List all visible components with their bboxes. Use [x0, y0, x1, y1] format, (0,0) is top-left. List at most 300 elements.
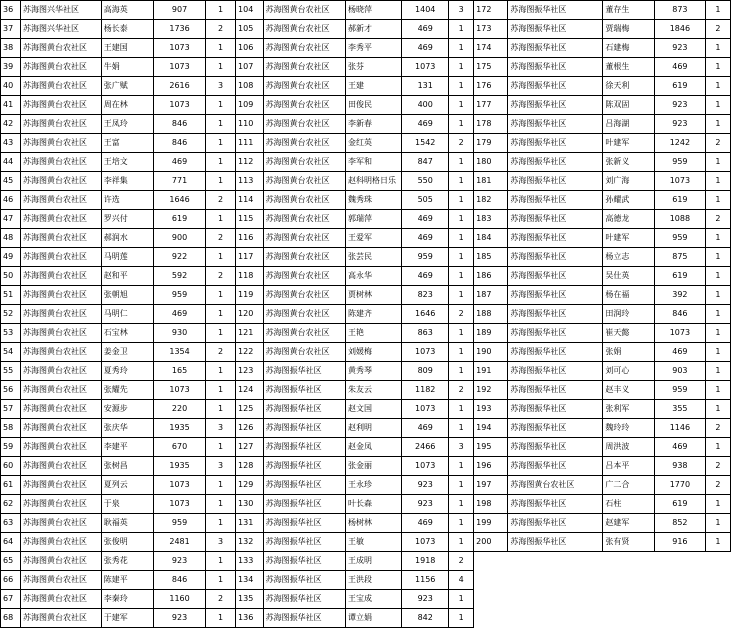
table-cell[interactable]: 苏海图黄台农社区 [21, 115, 102, 134]
table-cell[interactable]: 1354 [154, 343, 206, 362]
table-cell[interactable]: 1 [205, 172, 235, 191]
table-cell[interactable]: 1 [449, 210, 474, 229]
table-cell[interactable]: 469 [402, 210, 449, 229]
table-cell[interactable]: 1 [449, 115, 474, 134]
table-cell[interactable]: 苏海图振华社区 [508, 514, 603, 533]
table-cell[interactable]: 178 [474, 115, 508, 134]
table-cell[interactable]: 469 [402, 20, 449, 39]
table-cell[interactable]: 李军和 [345, 153, 401, 172]
table-cell[interactable]: 苏海图黄台农社区 [21, 39, 102, 58]
table-cell[interactable]: 133 [236, 552, 264, 571]
table-cell[interactable]: 175 [474, 58, 508, 77]
table-cell[interactable]: 张耀先 [101, 381, 153, 400]
table-cell[interactable]: 1 [705, 324, 730, 343]
table-cell[interactable]: 41 [1, 96, 21, 115]
table-cell[interactable]: 苏海图振华社区 [263, 476, 345, 495]
table-cell[interactable]: 108 [236, 77, 264, 96]
table-cell[interactable]: 苏海图黄台农社区 [21, 134, 102, 153]
table-cell[interactable]: 2 [205, 191, 235, 210]
table-cell[interactable]: 张广赋 [101, 77, 153, 96]
table-cell[interactable]: 苏海图黄台农社区 [263, 229, 345, 248]
table-cell[interactable]: 1 [449, 77, 474, 96]
table-cell[interactable]: 182 [474, 191, 508, 210]
table-cell[interactable]: 苏海图振华社区 [508, 324, 603, 343]
table-cell[interactable]: 186 [474, 267, 508, 286]
table-cell[interactable]: 670 [154, 438, 206, 457]
table-cell[interactable]: 1 [449, 419, 474, 438]
table-cell[interactable]: 190 [474, 343, 508, 362]
table-cell[interactable]: 1 [205, 324, 235, 343]
table-cell[interactable]: 469 [154, 153, 206, 172]
table-cell[interactable]: 王培文 [101, 153, 153, 172]
table-cell[interactable]: 苏海图黄台农社区 [508, 476, 603, 495]
table-cell[interactable]: 于泉 [101, 495, 153, 514]
table-cell[interactable]: 938 [654, 457, 705, 476]
table-cell[interactable]: 1073 [154, 381, 206, 400]
table-cell[interactable]: 苏海图黄台农社区 [21, 590, 102, 609]
table-cell[interactable]: 田俊民 [345, 96, 401, 115]
table-cell[interactable]: 2 [705, 20, 730, 39]
table-cell[interactable]: 张娟 [603, 343, 655, 362]
table-cell[interactable]: 1073 [402, 58, 449, 77]
table-cell[interactable]: 2 [205, 590, 235, 609]
table-cell[interactable]: 1073 [402, 400, 449, 419]
table-cell[interactable]: 51 [1, 286, 21, 305]
table-cell[interactable]: 2 [705, 457, 730, 476]
table-cell[interactable]: 苏海图黄台农社区 [21, 571, 102, 590]
table-cell[interactable]: 1 [705, 267, 730, 286]
table-cell[interactable]: 许选 [101, 191, 153, 210]
table-cell[interactable]: 马明仁 [101, 305, 153, 324]
table-cell[interactable]: 苏海图振华社区 [508, 115, 603, 134]
table-cell[interactable]: 苏海图兴华社区 [21, 1, 102, 20]
table-cell[interactable]: 苏海图振华社区 [508, 267, 603, 286]
table-cell[interactable]: 苏海图振华社区 [508, 58, 603, 77]
table-cell[interactable]: 魏玲玲 [603, 419, 655, 438]
table-cell[interactable]: 1073 [154, 58, 206, 77]
table-cell[interactable]: 846 [654, 305, 705, 324]
table-cell[interactable]: 959 [154, 286, 206, 305]
table-cell[interactable]: 苏海图黄台农社区 [263, 191, 345, 210]
table-cell[interactable]: 1 [449, 609, 474, 628]
table-cell[interactable]: 192 [474, 381, 508, 400]
table-cell[interactable]: 崔天懿 [603, 324, 655, 343]
table-cell[interactable]: 40 [1, 77, 21, 96]
table-cell[interactable]: 809 [402, 362, 449, 381]
table-cell[interactable]: 619 [654, 191, 705, 210]
table-cell[interactable]: 3 [205, 77, 235, 96]
table-cell[interactable]: 2 [449, 552, 474, 571]
table-cell[interactable]: 3 [205, 533, 235, 552]
table-cell[interactable]: 张俊明 [101, 533, 153, 552]
table-cell[interactable]: 苏海图振华社区 [508, 457, 603, 476]
table-cell[interactable]: 1 [705, 96, 730, 115]
table-cell[interactable]: 189 [474, 324, 508, 343]
table-cell[interactable]: 2 [205, 229, 235, 248]
table-cell[interactable]: 刘媛梅 [345, 343, 401, 362]
table-cell[interactable]: 苏海图黄台农社区 [263, 210, 345, 229]
table-cell[interactable]: 苏海图黄台农社区 [21, 286, 102, 305]
table-cell[interactable]: 张新义 [603, 153, 655, 172]
table-cell[interactable]: 苏海图黄台农社区 [21, 172, 102, 191]
table-cell[interactable]: 1 [205, 400, 235, 419]
table-cell[interactable]: 930 [154, 324, 206, 343]
table-cell[interactable]: 张有贤 [603, 533, 655, 552]
table-cell[interactable]: 118 [236, 267, 264, 286]
table-cell[interactable]: 苏海图振华社区 [263, 552, 345, 571]
table-cell[interactable]: 469 [402, 514, 449, 533]
table-cell[interactable]: 苏海图振华社区 [263, 438, 345, 457]
table-cell[interactable]: 46 [1, 191, 21, 210]
table-cell[interactable]: 355 [654, 400, 705, 419]
table-cell[interactable]: 苏海图振华社区 [263, 457, 345, 476]
empty-cell[interactable] [654, 552, 705, 571]
table-cell[interactable]: 903 [654, 362, 705, 381]
table-cell[interactable]: 53 [1, 324, 21, 343]
table-cell[interactable]: 苏海图黄台农社区 [21, 381, 102, 400]
table-cell[interactable]: 200 [474, 533, 508, 552]
table-cell[interactable]: 122 [236, 343, 264, 362]
table-cell[interactable]: 苏海图振华社区 [263, 381, 345, 400]
table-cell[interactable]: 赵利明 [345, 419, 401, 438]
table-cell[interactable]: 2 [205, 267, 235, 286]
table-cell[interactable]: 194 [474, 419, 508, 438]
table-cell[interactable]: 592 [154, 267, 206, 286]
table-cell[interactable]: 1 [449, 229, 474, 248]
table-cell[interactable]: 张秀花 [101, 552, 153, 571]
table-cell[interactable]: 苏海图振华社区 [508, 362, 603, 381]
table-cell[interactable]: 185 [474, 248, 508, 267]
table-cell[interactable]: 469 [402, 39, 449, 58]
table-cell[interactable]: 苏海图振华社区 [508, 191, 603, 210]
table-cell[interactable]: 1646 [402, 305, 449, 324]
table-cell[interactable]: 66 [1, 571, 21, 590]
table-cell[interactable]: 68 [1, 609, 21, 628]
table-cell[interactable]: 苏海图振华社区 [263, 514, 345, 533]
empty-cell[interactable] [474, 552, 508, 571]
table-cell[interactable]: 苏海图黄台农社区 [21, 533, 102, 552]
table-cell[interactable]: 苏海图黄台农社区 [21, 609, 102, 628]
table-cell[interactable]: 117 [236, 248, 264, 267]
table-cell[interactable]: 505 [402, 191, 449, 210]
table-cell[interactable]: 1 [205, 134, 235, 153]
table-cell[interactable]: 136 [236, 609, 264, 628]
table-cell[interactable]: 苏海图黄台农社区 [263, 267, 345, 286]
table-cell[interactable]: 50 [1, 267, 21, 286]
table-cell[interactable]: 1156 [402, 571, 449, 590]
table-cell[interactable]: 846 [154, 134, 206, 153]
table-cell[interactable]: 1 [449, 172, 474, 191]
table-cell[interactable]: 1 [705, 229, 730, 248]
table-cell[interactable]: 刘可心 [603, 362, 655, 381]
empty-cell[interactable] [654, 571, 705, 590]
table-cell[interactable]: 杨立志 [603, 248, 655, 267]
table-cell[interactable]: 2 [705, 419, 730, 438]
table-cell[interactable]: 赵金凤 [345, 438, 401, 457]
table-cell[interactable]: 1182 [402, 381, 449, 400]
table-cell[interactable]: 苏海图黄台农社区 [263, 58, 345, 77]
table-cell[interactable]: 耿福英 [101, 514, 153, 533]
table-cell[interactable]: 夏秀玲 [101, 362, 153, 381]
table-cell[interactable]: 131 [236, 514, 264, 533]
empty-cell[interactable] [603, 590, 655, 609]
table-cell[interactable]: 1073 [154, 476, 206, 495]
table-cell[interactable]: 苏海图黄台农社区 [21, 153, 102, 172]
table-cell[interactable]: 苏海图振华社区 [508, 381, 603, 400]
empty-cell[interactable] [603, 552, 655, 571]
table-cell[interactable]: 469 [654, 343, 705, 362]
table-cell[interactable]: 191 [474, 362, 508, 381]
table-cell[interactable]: 36 [1, 1, 21, 20]
table-cell[interactable]: 2466 [402, 438, 449, 457]
table-cell[interactable]: 苏海图黄台农社区 [263, 134, 345, 153]
table-cell[interactable]: 苏海图振华社区 [508, 210, 603, 229]
table-cell[interactable]: 杨树林 [345, 514, 401, 533]
table-cell[interactable]: 54 [1, 343, 21, 362]
table-cell[interactable]: 1073 [402, 343, 449, 362]
table-cell[interactable]: 叶建军 [603, 134, 655, 153]
table-cell[interactable]: 苏海图振华社区 [508, 533, 603, 552]
table-cell[interactable]: 苏海图黄台农社区 [21, 248, 102, 267]
table-cell[interactable]: 1 [205, 381, 235, 400]
table-cell[interactable]: 苏海图黄台农社区 [21, 495, 102, 514]
table-cell[interactable]: 128 [236, 457, 264, 476]
table-cell[interactable]: 王建 [345, 77, 401, 96]
table-cell[interactable]: 179 [474, 134, 508, 153]
table-cell[interactable]: 苏海图黄台农社区 [21, 476, 102, 495]
table-cell[interactable]: 张庆华 [101, 419, 153, 438]
table-cell[interactable]: 2 [449, 305, 474, 324]
table-cell[interactable]: 石柱 [603, 495, 655, 514]
table-cell[interactable]: 469 [154, 305, 206, 324]
table-cell[interactable]: 苏海图振华社区 [508, 229, 603, 248]
table-cell[interactable]: 1 [449, 362, 474, 381]
table-cell[interactable]: 1 [205, 248, 235, 267]
table-cell[interactable]: 杨晓萍 [345, 1, 401, 20]
empty-cell[interactable] [705, 590, 730, 609]
table-cell[interactable]: 181 [474, 172, 508, 191]
table-cell[interactable]: 苏海图黄台农社区 [21, 305, 102, 324]
table-cell[interactable]: 1 [705, 514, 730, 533]
table-cell[interactable]: 1073 [154, 495, 206, 514]
table-cell[interactable]: 苏海图振华社区 [508, 96, 603, 115]
table-cell[interactable]: 3 [205, 457, 235, 476]
table-cell[interactable]: 37 [1, 20, 21, 39]
table-cell[interactable]: 61 [1, 476, 21, 495]
table-cell[interactable]: 1 [449, 590, 474, 609]
table-cell[interactable]: 863 [402, 324, 449, 343]
table-cell[interactable]: 谭立娟 [345, 609, 401, 628]
table-cell[interactable]: 2 [449, 134, 474, 153]
table-cell[interactable]: 65 [1, 552, 21, 571]
table-cell[interactable]: 4 [449, 571, 474, 590]
table-cell[interactable]: 李秦玲 [101, 590, 153, 609]
table-cell[interactable]: 1 [449, 153, 474, 172]
table-cell[interactable]: 苏海图振华社区 [508, 20, 603, 39]
table-cell[interactable]: 徐天利 [603, 77, 655, 96]
table-cell[interactable]: 苏海图黄台农社区 [263, 305, 345, 324]
table-cell[interactable]: 朱友云 [345, 381, 401, 400]
table-cell[interactable]: 苏海图黄台农社区 [21, 552, 102, 571]
table-cell[interactable]: 1 [205, 362, 235, 381]
table-cell[interactable]: 苏海图振华社区 [508, 400, 603, 419]
table-cell[interactable]: 王敏 [345, 533, 401, 552]
table-cell[interactable]: 1 [449, 495, 474, 514]
table-cell[interactable]: 124 [236, 381, 264, 400]
empty-cell[interactable] [603, 571, 655, 590]
table-cell[interactable]: 苏海图振华社区 [508, 343, 603, 362]
table-cell[interactable]: 1 [449, 400, 474, 419]
table-cell[interactable]: 魏秀珠 [345, 191, 401, 210]
table-cell[interactable]: 875 [654, 248, 705, 267]
table-cell[interactable]: 842 [402, 609, 449, 628]
table-cell[interactable]: 苏海图振华社区 [508, 134, 603, 153]
table-cell[interactable]: 贾树林 [345, 286, 401, 305]
table-cell[interactable]: 1 [205, 1, 235, 20]
table-cell[interactable]: 1 [705, 438, 730, 457]
table-cell[interactable]: 112 [236, 153, 264, 172]
table-cell[interactable]: 62 [1, 495, 21, 514]
table-cell[interactable]: 陈建齐 [345, 305, 401, 324]
table-cell[interactable]: 923 [154, 609, 206, 628]
table-cell[interactable]: 44 [1, 153, 21, 172]
table-cell[interactable]: 苏海图黄台农社区 [21, 58, 102, 77]
table-cell[interactable]: 38 [1, 39, 21, 58]
table-cell[interactable]: 苏海图振华社区 [263, 362, 345, 381]
table-cell[interactable]: 1146 [654, 419, 705, 438]
table-cell[interactable]: 129 [236, 476, 264, 495]
table-cell[interactable]: 苏海图黄台农社区 [21, 210, 102, 229]
table-cell[interactable]: 苏海图振华社区 [263, 400, 345, 419]
table-cell[interactable]: 1 [449, 343, 474, 362]
table-cell[interactable]: 392 [654, 286, 705, 305]
table-cell[interactable]: 周在林 [101, 96, 153, 115]
table-cell[interactable]: 苏海图振华社区 [508, 172, 603, 191]
table-cell[interactable]: 3 [205, 419, 235, 438]
table-cell[interactable]: 苏海图振华社区 [508, 248, 603, 267]
table-cell[interactable]: 39 [1, 58, 21, 77]
table-cell[interactable]: 苏海图黄台农社区 [263, 172, 345, 191]
table-cell[interactable]: 959 [654, 381, 705, 400]
table-cell[interactable]: 苏海图振华社区 [263, 590, 345, 609]
table-cell[interactable]: 1 [205, 153, 235, 172]
table-cell[interactable]: 张金丽 [345, 457, 401, 476]
table-cell[interactable]: 郝新才 [345, 20, 401, 39]
table-cell[interactable]: 苏海图振华社区 [508, 1, 603, 20]
table-cell[interactable]: 王成明 [345, 552, 401, 571]
table-cell[interactable]: 1 [449, 267, 474, 286]
table-cell[interactable]: 董根生 [603, 58, 655, 77]
table-cell[interactable]: 刘广海 [603, 172, 655, 191]
table-cell[interactable]: 王富 [101, 134, 153, 153]
table-cell[interactable]: 苏海图黄台农社区 [263, 343, 345, 362]
table-cell[interactable]: 469 [402, 115, 449, 134]
table-cell[interactable]: 47 [1, 210, 21, 229]
table-cell[interactable]: 110 [236, 115, 264, 134]
table-cell[interactable]: 123 [236, 362, 264, 381]
table-cell[interactable]: 苏海图振华社区 [508, 495, 603, 514]
table-cell[interactable]: 48 [1, 229, 21, 248]
table-cell[interactable]: 张利军 [603, 400, 655, 419]
table-cell[interactable]: 李秀平 [345, 39, 401, 58]
empty-cell[interactable] [474, 571, 508, 590]
table-cell[interactable]: 苏海图黄台农社区 [263, 248, 345, 267]
empty-cell[interactable] [705, 552, 730, 571]
table-cell[interactable]: 李新春 [345, 115, 401, 134]
table-cell[interactable]: 172 [474, 1, 508, 20]
table-cell[interactable]: 1 [449, 476, 474, 495]
table-cell[interactable]: 苏海图黄台农社区 [21, 438, 102, 457]
table-cell[interactable]: 923 [654, 115, 705, 134]
table-cell[interactable]: 1088 [654, 210, 705, 229]
table-cell[interactable]: 619 [654, 77, 705, 96]
table-cell[interactable]: 苏海图振华社区 [508, 39, 603, 58]
table-cell[interactable]: 罗兴付 [101, 210, 153, 229]
table-cell[interactable]: 1 [449, 286, 474, 305]
table-cell[interactable]: 907 [154, 1, 206, 20]
table-cell[interactable]: 1 [449, 96, 474, 115]
table-cell[interactable]: 苏海图黄台农社区 [263, 96, 345, 115]
table-cell[interactable]: 夏列云 [101, 476, 153, 495]
table-cell[interactable]: 400 [402, 96, 449, 115]
table-cell[interactable]: 高永华 [345, 267, 401, 286]
table-cell[interactable]: 周洪波 [603, 438, 655, 457]
table-cell[interactable]: 赵建军 [603, 514, 655, 533]
table-cell[interactable]: 1 [449, 58, 474, 77]
table-cell[interactable]: 114 [236, 191, 264, 210]
table-cell[interactable]: 195 [474, 438, 508, 457]
table-cell[interactable]: 苏海图振华社区 [508, 305, 603, 324]
table-cell[interactable]: 1 [449, 533, 474, 552]
table-cell[interactable]: 杨在福 [603, 286, 655, 305]
table-cell[interactable]: 苏海图黄台农社区 [263, 1, 345, 20]
table-cell[interactable]: 1 [705, 495, 730, 514]
table-cell[interactable]: 1 [205, 495, 235, 514]
table-cell[interactable]: 苏海图黄台农社区 [21, 96, 102, 115]
table-cell[interactable]: 1073 [654, 324, 705, 343]
table-cell[interactable]: 1073 [654, 172, 705, 191]
table-cell[interactable]: 916 [654, 533, 705, 552]
table-cell[interactable]: 陈双固 [603, 96, 655, 115]
table-cell[interactable]: 1 [449, 191, 474, 210]
table-cell[interactable]: 847 [402, 153, 449, 172]
table-cell[interactable]: 苏海图黄台农社区 [263, 20, 345, 39]
table-cell[interactable]: 2 [205, 20, 235, 39]
table-cell[interactable]: 赵丰义 [603, 381, 655, 400]
table-cell[interactable]: 王凤玲 [101, 115, 153, 134]
table-cell[interactable]: 1 [705, 362, 730, 381]
table-cell[interactable]: 2 [705, 210, 730, 229]
table-cell[interactable]: 1 [705, 1, 730, 20]
table-cell[interactable]: 郝润水 [101, 229, 153, 248]
table-cell[interactable]: 石宝林 [101, 324, 153, 343]
table-cell[interactable]: 135 [236, 590, 264, 609]
table-cell[interactable]: 173 [474, 20, 508, 39]
table-cell[interactable]: 174 [474, 39, 508, 58]
table-cell[interactable]: 1 [705, 381, 730, 400]
table-cell[interactable]: 56 [1, 381, 21, 400]
table-cell[interactable]: 109 [236, 96, 264, 115]
table-cell[interactable]: 165 [154, 362, 206, 381]
table-cell[interactable]: 922 [154, 248, 206, 267]
table-cell[interactable]: 619 [654, 267, 705, 286]
table-cell[interactable]: 469 [654, 438, 705, 457]
table-cell[interactable]: 苏海图黄台农社区 [21, 229, 102, 248]
table-cell[interactable]: 959 [654, 229, 705, 248]
table-cell[interactable]: 134 [236, 571, 264, 590]
table-cell[interactable]: 180 [474, 153, 508, 172]
table-cell[interactable]: 126 [236, 419, 264, 438]
